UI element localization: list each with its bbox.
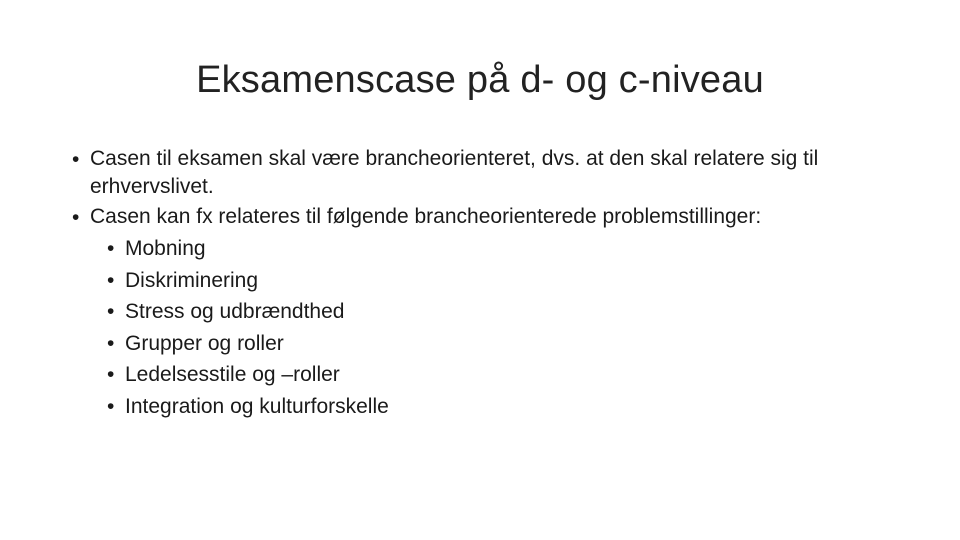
sub-bullet-dot-icon: • xyxy=(107,363,115,386)
sub-bullet-item xyxy=(70,391,890,423)
sub-bullet-item xyxy=(70,296,890,328)
bullet-item xyxy=(70,145,890,201)
sub-bullet-item xyxy=(70,359,890,391)
sub-bullet-dot-icon: • xyxy=(107,237,115,260)
sub-bullet-item xyxy=(70,233,890,265)
sub-bullet-item xyxy=(70,328,890,360)
slide-title: Eksamenscase på d- og c-niveau xyxy=(196,59,764,101)
bullet-text: Casen kan fx relateres til følgende brancheorienterede problemstillinger: xyxy=(90,205,762,228)
sub-bullet-item xyxy=(70,265,890,297)
sub-bullet-dot-icon: • xyxy=(107,300,115,323)
sub-bullet-dot-icon: • xyxy=(107,331,115,355)
sub-bullet-list xyxy=(70,233,890,422)
bullet-dot-icon: • xyxy=(72,206,80,229)
slide-body xyxy=(70,145,890,422)
sub-bullet-text: Ledelsesstile og –roller xyxy=(125,363,340,386)
sub-bullet-dot-icon: • xyxy=(107,268,115,292)
sub-bullet-text: Mobning xyxy=(125,237,206,260)
bullet-text: Casen til eksamen skal være brancheorienteret, dvs. at den skal relatere sig til erhvervslivet. xyxy=(90,147,819,198)
sub-bullet-text: Grupper og roller xyxy=(125,331,284,355)
bullet-item xyxy=(70,203,890,231)
sub-bullet-dot-icon: • xyxy=(107,394,115,418)
sub-bullet-text: Stress og udbrændthed xyxy=(125,300,345,323)
sub-bullet-text: Integration og kulturforskelle xyxy=(125,394,389,418)
bullet-dot-icon: • xyxy=(72,148,80,171)
sub-bullet-text: Diskriminering xyxy=(125,268,259,292)
